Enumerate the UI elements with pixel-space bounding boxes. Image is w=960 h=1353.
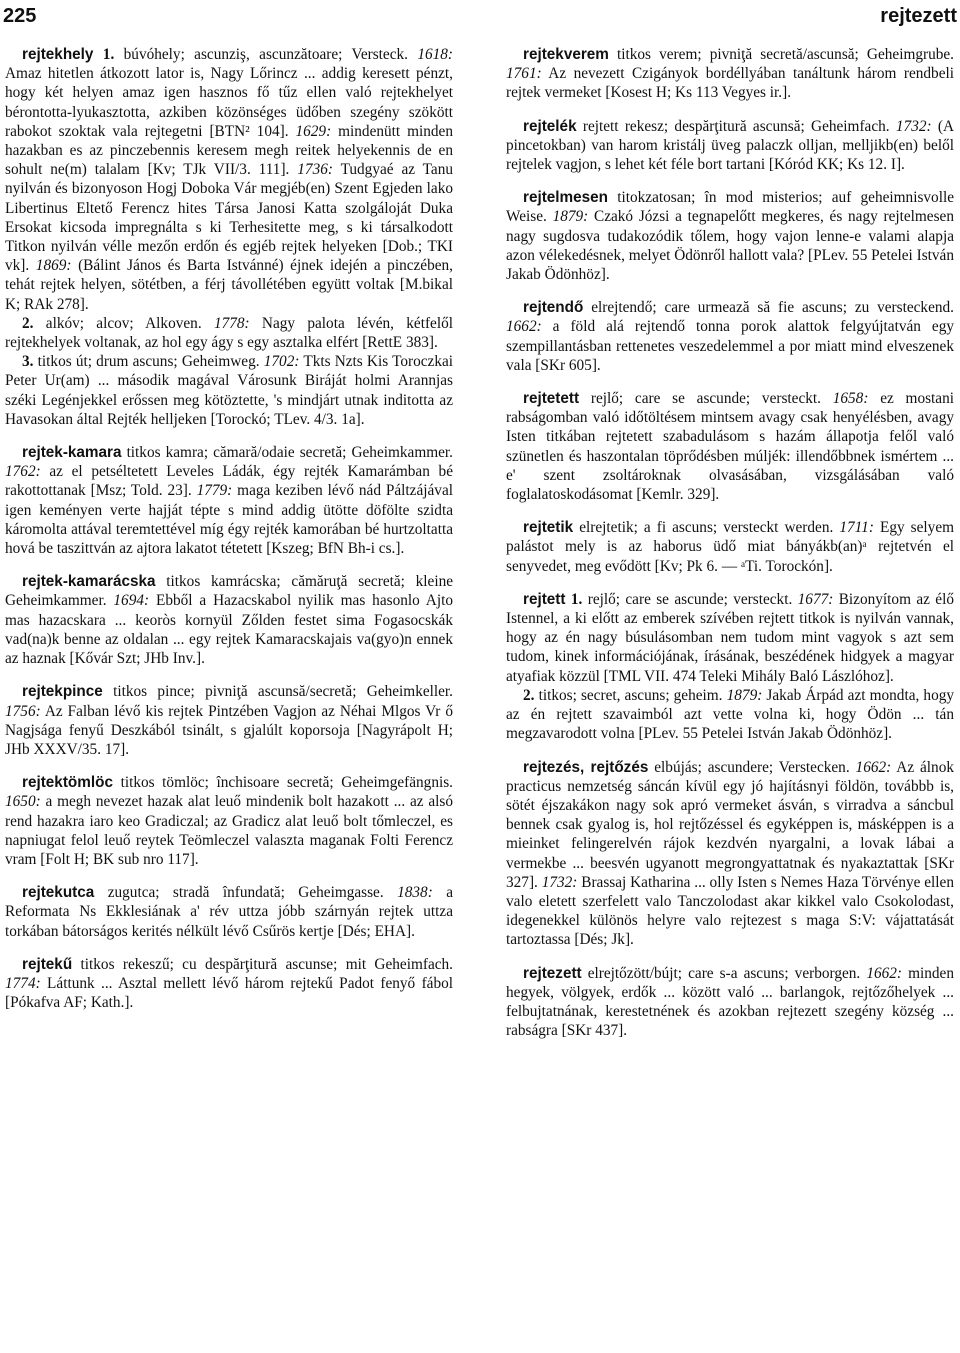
citation-year: 1879:: [726, 686, 763, 704]
dictionary-entry: [5, 682, 453, 759]
citation-year: 1838:: [397, 884, 433, 902]
definition-text: titkos tömlöc; închisoare secretă; Geheimgefängnis.: [120, 774, 453, 792]
definition-text: elrejtőzött/bújt; care s-a ascuns; verborgen.: [587, 964, 867, 982]
citation-text: Nagy palota lévén, kétfelől rejtekhelyek voltanak, az hol egy ágy s egy asztalka elfért [RettE 383].: [5, 314, 453, 352]
citation-text: a föld alá rejtendő tonna porok alattok felgyújtatván egy szempillantásban rettenetes veszedelemmel a por miatt mind elveszenek vala [SKr 605].: [506, 318, 954, 374]
citation-year: 1677:: [797, 590, 834, 608]
citation-text: Egy selyem palástot mely is az haborus üdő miat bányákb(an)ᵃ rejtetvén el senyvedet, meg evődött [Kv; Pk 6. — ᵃTi. Torockón].: [506, 519, 955, 575]
citation-year: 1694:: [113, 592, 150, 610]
dictionary-entry: [506, 518, 954, 576]
entry-paragraph: [5, 45, 453, 314]
definition-text: elrejtetik; a fi ascuns; versteckt werden.: [579, 519, 840, 537]
citation-year: 1662:: [506, 318, 542, 336]
citation-text: Az nevezett Czigányok bordéllyában tanáltunk három rendbeli rejtek vermeket [Kosest H; Ks 113 Vegyes ir.].: [506, 65, 954, 102]
dictionary-entry: [5, 883, 453, 941]
citation-text: Jakab Árpád azt mondta, hogy az én rejtett szavaimból azt vette volna ki, hogy Ödön ... tán megzavarodott volna [PLev. 55 Petelei István Jakab Ödönhöz].: [506, 686, 955, 743]
definition-text: titokzatosan; în mod misterios; auf geheimnisvolle Weise.: [506, 189, 954, 226]
definition-text: titkos út; drum ascuns; Geheimweg.: [37, 353, 264, 371]
dictionary-entry: [5, 773, 453, 869]
citation-year: 1879:: [552, 208, 589, 226]
entry-paragraph: [506, 298, 954, 375]
citation-text: Czakó Józsi a tegnapelőtt megkeres, és nagy rejtelmesen nagy sugdosva tudakozódik tőlem, hogy vajon lenne-e valami alapja azon vélekedésnek, melyet Ödönről hallott vala? [PLev. 55 Petelei István Jakab Ödönhöz].: [506, 208, 954, 284]
entry-headword: rejtelék: [523, 117, 577, 135]
entry-headword: rejtekverem: [523, 46, 609, 63]
entry-headword: rejtezett: [523, 964, 582, 982]
entry-headword: rejtekű: [22, 955, 73, 973]
definition-text: titkos rekeszű; cu despărţitură ascunse; mit Geheimfach.: [80, 955, 454, 973]
citation-year: 1702:: [263, 353, 300, 371]
citation-year: 1778:: [213, 314, 250, 332]
entry-paragraph: [5, 682, 453, 759]
entry-paragraph: [5, 773, 453, 869]
citation-text: Bizonyítom az élő Istennel, a ki előtt az emberek szívében rejtett titkok is nyilván vannak, hogy az én nagy búsulásomban nem tudom mint vagyok s azt sem tudom, kinek információjának, írásának, beszédének hidgyek a magyar atyafiak közzül [TML VII. 474 Teleki Mihály Baló Lászlóhoz].: [506, 590, 954, 685]
entry-paragraph: [5, 443, 453, 558]
citation-text: ez mostani rabságomban való időtöltésem mintsem avagy csak henyélésben, avagy Isten titkában rejtetett szabadulásom s hazám állapotja felől való szünetlen és haszontalan töprődésben múljék: illendőbbnek ismértem ... e' szent zsoltároknak olvasásában, vizsgálásában való foglalatoskodásomat [Kemlr. 329].: [506, 390, 954, 504]
dictionary-entry: [506, 758, 954, 950]
citation-year: 1762:: [5, 463, 41, 481]
page-number: 225: [3, 5, 37, 27]
entry-headword: rejtetett: [523, 390, 580, 408]
dictionary-entry: [5, 955, 453, 1013]
citation-year: 1662:: [866, 964, 903, 982]
dictionary-entry: [506, 964, 954, 1041]
citation-text: Amaz hitetlen átkozott lator is, Nagy Lőrincz ... addig keresett pénzt, hogy két helyen amaz igen hasznos fő tűz ellen való rejtekhelyet bérontotta-lyukasztotta, azkiben közönséges üdőben szegény szökött rabokot szoktak vala rejtegetni [BTN² 104].: [5, 65, 453, 140]
entry-headword: rejtektömlöc: [22, 774, 113, 792]
citation-text: Tudgyaé az Tanu nyilván és bizonyoson Hogj Doboka Vár megjéb(en) Szent Egjeden lako Libertinus Eltető Ferencz hites Társa Janosi Katta szolgáloját Duka Ersokat kicsoda impregnálta s ki Terhesitette meg, s ki társalkodott Titkon nyilván vélle mezőn erdőn és egjéb rejtek helyeken [Dob.; TKI vk].: [5, 161, 453, 275]
entry-paragraph: [506, 45, 954, 103]
citation-year: 1732:: [895, 117, 932, 135]
citation-text: Ebből a Hazacskabol nyilik mas hasonlo Ajto mas hazacskara ... keoròs kornyül Zőlden festet sima Fogasocskák vad(na)k benne az oldalan ... egy rejtek Kamaracskajais va(gyo)n ennek az haznak [Kővár Szt; JHb Inv.].: [5, 592, 453, 668]
dictionary-entry: [506, 188, 954, 284]
citation-year: 1658:: [832, 390, 869, 408]
entry-paragraph: [5, 955, 453, 1013]
entry-paragraph: [506, 117, 954, 175]
entry-headword: rejtekutca: [22, 884, 95, 902]
citation-text: minden hegyek, völgyek, erdők ... között való ... barlangok, rejtőzőhelyek ... felbujtatnának, kerestetnének és azokban rejtezett szegény község ... rabságra [SKr 437].: [506, 964, 954, 1040]
citation-year: 1774:: [5, 974, 41, 992]
definition-text: titkos verem; pivniţă secretă/ascunsă; Geheimgrube.: [617, 46, 954, 63]
citation-text: a Reformata Ns Ekklesiának a' rév uttza jóbb szárnyán rejtek uttza torkában bátorságos kerités nélkült lévő Csűrös kertje [Dés; EHA].: [5, 884, 453, 940]
citation-year: 1629:: [295, 122, 332, 140]
definition-text: alkóv; alcov; Alkoven.: [45, 314, 214, 332]
running-head: rejtezett: [880, 5, 957, 27]
definition-text: elrejtendő; care urmează să fie ascuns; zu versteckend.: [591, 299, 954, 317]
entry-paragraph: [5, 352, 453, 429]
dictionary-entry: [506, 389, 954, 504]
definition-text: rejlő; care se ascunde; versteckt.: [587, 590, 798, 608]
citation-year: 1618:: [417, 46, 454, 63]
entry-paragraph: [5, 883, 453, 941]
citation-year: 1779:: [196, 482, 233, 500]
citation-text: Láttunk ... Asztal mellett lévő három rejtekű Padot fenyő fábol [Pókafva AF; Kath.].: [5, 974, 453, 1012]
citation-year: 1869:: [35, 257, 72, 275]
left-column: [5, 45, 453, 1026]
dictionary-entry: [506, 298, 954, 375]
dictionary-entry: [5, 572, 453, 668]
definition-text: titkos; secret, ascuns; geheim.: [538, 686, 727, 704]
entry-headword: rejtek-kamarácska: [22, 573, 156, 591]
dictionary-entry: [506, 117, 954, 175]
citation-year: 1761:: [506, 65, 542, 83]
citation-year: 1662:: [855, 758, 892, 776]
definition-text: zugutca; stradă înfundată; Geheimgasse.: [107, 884, 398, 902]
entry-paragraph: [506, 518, 954, 576]
citation-text: maga keziben lévő nád Páltzájával igen keményen verte hajját tépte s mind addig ütötte döfölte szidta káromolta attával teremtettével míg égy rejték kamorában bé hurtzoltatta hová be taszittván az ajtora lakatot tétetett [Kszeg; BfN Bh-i cs.].: [5, 482, 453, 558]
entry-headword: rejtett: [523, 590, 566, 608]
entry-paragraph: [506, 964, 954, 1041]
entry-headword: rejtekhely: [22, 46, 94, 63]
citation-year: 1711:: [839, 519, 874, 537]
citation-text: (A pincetokban) van harom kristálj üveg palaczk olljan, melljikb(en) belől rejtelek vagjon, s lehet két féle bort tartani [Kóród KK; Ks 12. I].: [506, 117, 955, 174]
entry-paragraph: [506, 389, 954, 504]
entry-headword: rejtelmesen: [523, 189, 609, 207]
definition-text: elbújás; ascundere; Verstecken.: [654, 758, 856, 776]
dictionary-entry: [5, 443, 453, 558]
definition-text: rejlő; care se ascunde; versteckt.: [590, 390, 833, 408]
entry-headword: rejtendő: [523, 299, 584, 317]
entry-paragraph: [5, 572, 453, 668]
citation-text: mindenütt minden hazakban es az pinczebennis keresem megh reitek helyekennis de en sohult ne(m) talalam [Kv; TJk VII/3. 111].: [5, 122, 453, 179]
entry-paragraph: [506, 686, 954, 744]
entry-headword: rejtek-kamara: [22, 444, 122, 462]
sense-number: 2.: [22, 314, 34, 332]
citation-text: az el petséltetett Leveles Ládák, égy rejték Kamarámban bé rakottottanak [Msz; Told. 23].: [5, 463, 453, 500]
citation-year: 1736:: [297, 161, 333, 179]
dictionary-entry: [5, 45, 453, 429]
definition-text: titkos kamrácska; cămăruţă secretă; kleine Geheimkammer.: [5, 573, 454, 610]
citation-text: Az Falban lévő kis rejtek Pintzében Vagjon az Néhai Mlgos Vr ő Nagjsága fenyű Deszkából tsinált, s gjalúlt koporsoja [Nagyrápolt H; JHb XXXV/35. 17].: [5, 702, 453, 758]
sense-number: 3.: [22, 353, 34, 371]
dictionary-entry: [506, 45, 954, 103]
sense-number: 2.: [523, 686, 535, 704]
definition-text: búvóhely; ascunziş, ascunzătoare; Versteck.: [123, 46, 418, 63]
dictionary-entry: [506, 590, 954, 744]
citation-text: (Bálint János és Barta Istvánné) éjnek idején a pinczében, tehát rejtek helyen, sötétben, a férj távollétében együtt voltak [M.bikal K; RAk 278].: [5, 257, 454, 313]
citation-year: 1732:: [541, 873, 578, 891]
citation-year: 1650:: [5, 793, 41, 811]
definition-text: titkos pince; pivniţă ascunsă/secretă; Geheimkeller.: [113, 683, 453, 701]
citation-text: a megh nevezet hazak alat leuő mindenik bolt hazakott ... az alsó rend hazakra iaro keo Gradiczal; az Gradicz alat leuő bolt tőmleczel, es napniugat felol leuő reytek Teömleczel valaszta maganak Folti Ferencz vram [Folt H; BK sub nro 117].: [5, 793, 453, 868]
entry-paragraph: [506, 758, 954, 950]
sense-number: 1.: [570, 590, 583, 608]
citation-text: Tkts Nzts Kis Toroczkai Peter Ur(am) ... második magával Városunk Biráját holmi Arannjas széki Legénjekkel erőssen meg kötöztette, 's mindjárt utnak inditotta az Havasokan által Rejték helljeken [Torockó; TLev. 4/3. 1a].: [5, 353, 454, 428]
entry-paragraph: [506, 188, 954, 284]
right-column: [506, 45, 954, 1054]
entry-headword: rejtetik: [523, 519, 574, 537]
citation-year: 1756:: [5, 702, 41, 720]
entry-paragraph: [5, 314, 453, 352]
entry-paragraph: [506, 590, 954, 686]
citation-text: Brassaj Katharina ... olly Isten s Nemes Haza Törvénye ellen valo eletett szerfelett valo Tanczolodast akar kikkel valo Csokolodast, idegenekkel különös helyre valo rejtezest s maga S:V: vájattatását tartoztassa [Dés; Jk].: [506, 873, 954, 949]
citation-text: Az álnok practicus nemzetség sáncán kívül egy jó hajításnyi földön, továbbb is, sötét éjszakákon nagy sok apró vermeket ásván, s virradva a sáncbul bennek csak gyalog is, hol rejtőzéssel és egyképpen is, másképpen is a mieinket felingerelvén rájok kezdvén nyargalni, a lovak lábai a vermekbe ... beesvén ugyanott megrongyattatnak és nyakaztattak [SKr 327].: [506, 758, 954, 891]
sense-number: 1.: [102, 46, 115, 63]
entry-headword: rejtekpince: [22, 683, 103, 701]
definition-text: rejtett rekesz; despărţitură ascunsă; Geheimfach.: [582, 117, 896, 135]
definition-text: titkos kamra; cămară/odaie secretă; Geheimkammer.: [126, 444, 453, 462]
entry-headword: rejtezés, rejtőzés: [523, 758, 649, 776]
